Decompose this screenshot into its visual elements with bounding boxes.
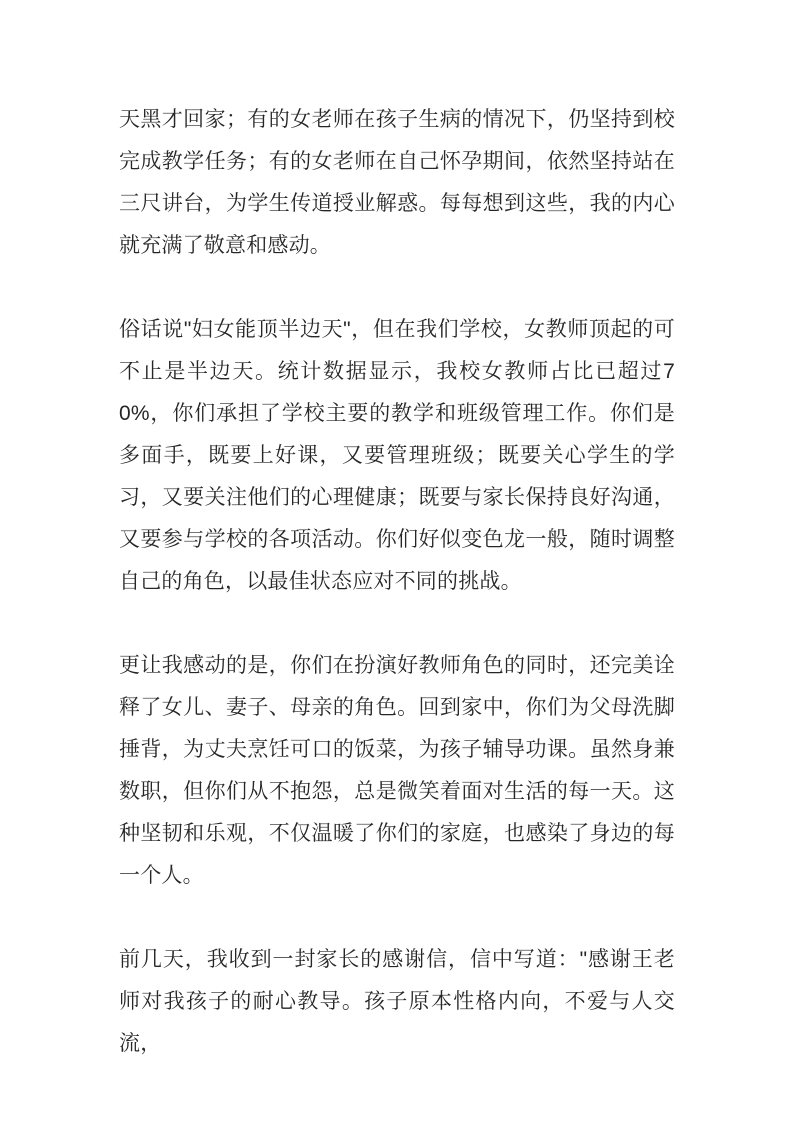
paragraph-2: 俗话说"妇女能顶半边天"，但在我们学校，女教师顶起的可不止是半边天。统计数据显示，我校女教师占比已超过70%，你们承担了学校主要的教学和班级管理工作。你们是多面手，既要上好课，又要管理班级；既要关心学生的学习，又要关注他们的心理健康；既要与家长保持良好沟通，又要参与学校的各项活动。你们好似变色龙一般，随时调整自己的角色，以最佳状态应对不同的挑战。 <box>119 318 675 593</box>
paragraph-1: 天黑才回家；有的女老师在孩子生病的情况下，仍坚持到校完成教学任务；有的女老师在自己怀孕期间，依然坚持站在三尺讲台，为学生传道授业解惑。每每想到这些，我的内心就充满了敬意和感动。 <box>119 108 675 257</box>
paragraph-4: 前几天，我收到一封家长的感谢信，信中写道："感谢王老师对我孩子的耐心教导。孩子原本性格内向，不爱与人交流， <box>119 948 675 1055</box>
paragraph-3: 更让我感动的是，你们在扮演好教师角色的同时，还完美诠释了女儿、妻子、母亲的角色。回到家中，你们为父母洗脚捶背，为丈夫烹饪可口的饭菜，为孩子辅导功课。虽然身兼数职，但你们从不抱怨，总是微笑着面对生活的每一天。这种坚韧和乐观，不仅温暖了你们的家庭，也感染了身边的每一个人。 <box>119 654 675 887</box>
document-body <box>119 99 675 1065</box>
